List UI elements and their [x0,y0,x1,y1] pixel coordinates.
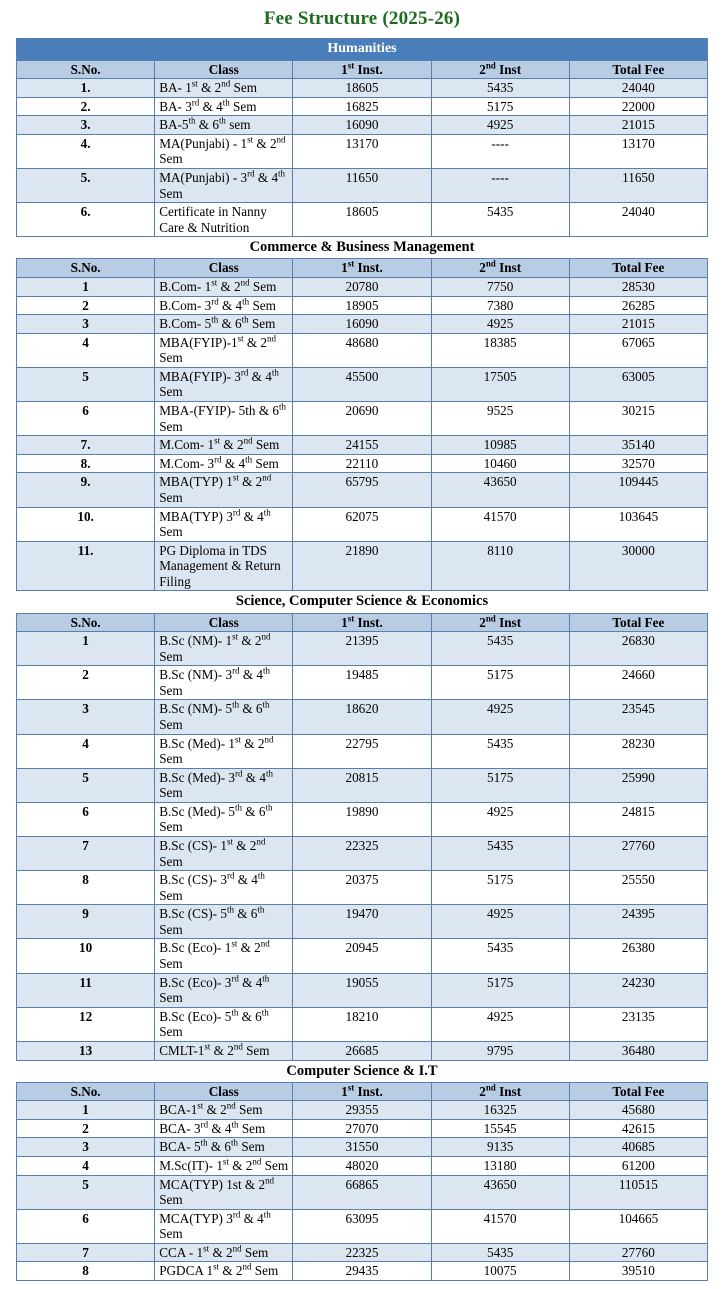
cell-first-installment: 16090 [293,315,431,334]
cell-sno: 10 [17,939,155,973]
cell-class: B.Sc (NM)- 5th & 6th Sem [155,700,293,734]
cell-total-fee: 28230 [569,734,707,768]
cell-class: Certificate in Nanny Care & Nutrition [155,203,293,237]
cell-sno: 4 [17,734,155,768]
cell-first-installment: 19485 [293,666,431,700]
cell-class: B.Sc (Med)- 1st & 2nd Sem [155,734,293,768]
column-header-total-fee: Total Fee [569,259,707,278]
cell-total-fee: 63005 [569,367,707,401]
table-row [17,168,708,202]
cell-first-installment: 20815 [293,768,431,802]
cell-class: MBA-(FYIP)- 5th & 6th Sem [155,402,293,436]
cell-total-fee: 67065 [569,333,707,367]
cell-second-installment: 16325 [431,1101,569,1120]
cell-first-installment: 18905 [293,296,431,315]
column-header-class: Class [155,1082,293,1101]
table-row [17,473,708,507]
cell-second-installment: 5435 [431,837,569,871]
cell-class: BCA- 3rd & 4th Sem [155,1119,293,1138]
table-row [17,367,708,401]
table-row [17,507,708,541]
cell-class: B.Sc (Med)- 5th & 6th Sem [155,802,293,836]
cell-class: B.Sc (Eco)- 3rd & 4th Sem [155,973,293,1007]
cell-first-installment: 65795 [293,473,431,507]
cell-total-fee: 110515 [569,1175,707,1209]
cell-second-installment: 5435 [431,203,569,237]
cell-sno: 6 [17,402,155,436]
cell-second-installment: ---- [431,134,569,168]
table-row [17,79,708,98]
table-row [17,402,708,436]
cell-first-installment: 18605 [293,203,431,237]
cell-total-fee: 26380 [569,939,707,973]
cell-total-fee: 24660 [569,666,707,700]
cell-first-installment: 20690 [293,402,431,436]
cell-total-fee: 23135 [569,1007,707,1041]
section-title: Commerce & Business Management [17,237,708,259]
cell-first-installment: 66865 [293,1175,431,1209]
table-row [17,700,708,734]
cell-second-installment: 4925 [431,315,569,334]
cell-first-installment: 22110 [293,454,431,473]
table-row [17,1007,708,1041]
column-header-second-installment: 2nd Inst [431,60,569,79]
fee-table-body [17,39,708,1281]
cell-first-installment: 21890 [293,541,431,591]
table-row [17,1262,708,1281]
cell-total-fee: 24040 [569,203,707,237]
cell-first-installment: 16090 [293,116,431,135]
section-header-row [17,237,708,259]
table-row [17,802,708,836]
cell-first-installment: 19470 [293,905,431,939]
table-row [17,1101,708,1120]
cell-total-fee: 26285 [569,296,707,315]
cell-class: MA(Punjabi) - 3rd & 4th Sem [155,168,293,202]
table-row [17,1243,708,1262]
section-title: Humanities [17,39,708,61]
cell-class: B.Com- 1st & 2nd Sem [155,277,293,296]
cell-total-fee: 22000 [569,97,707,116]
cell-first-installment: 22325 [293,837,431,871]
cell-second-installment: 17505 [431,367,569,401]
cell-second-installment: 13180 [431,1156,569,1175]
table-row [17,1156,708,1175]
page-title: Fee Structure (2025-26) [263,8,461,29]
cell-second-installment: 10460 [431,454,569,473]
cell-class: M.Com- 1st & 2nd Sem [155,436,293,455]
column-header-total-fee: Total Fee [569,613,707,632]
cell-second-installment: 9525 [431,402,569,436]
cell-sno: 5. [17,168,155,202]
cell-second-installment: 9795 [431,1041,569,1060]
table-row [17,1209,708,1243]
section-title: Science, Computer Science & Economics [17,591,708,613]
table-row [17,905,708,939]
cell-total-fee: 36480 [569,1041,707,1060]
cell-sno: 1 [17,1101,155,1120]
cell-first-installment: 63095 [293,1209,431,1243]
cell-total-fee: 27760 [569,837,707,871]
table-row [17,203,708,237]
cell-sno: 8 [17,871,155,905]
cell-second-installment: 5435 [431,734,569,768]
cell-total-fee: 30000 [569,541,707,591]
cell-first-installment: 31550 [293,1138,431,1157]
cell-sno: 8 [17,1262,155,1281]
cell-total-fee: 109445 [569,473,707,507]
cell-first-installment: 18620 [293,700,431,734]
cell-first-installment: 48020 [293,1156,431,1175]
table-row [17,939,708,973]
cell-sno: 6 [17,1209,155,1243]
column-header-class: Class [155,259,293,278]
cell-second-installment: 5175 [431,871,569,905]
cell-class: B.Sc (NM)- 1st & 2nd Sem [155,632,293,666]
cell-class: BCA- 5th & 6th Sem [155,1138,293,1157]
cell-first-installment: 20780 [293,277,431,296]
column-header-sno: S.No. [17,613,155,632]
table-row [17,541,708,591]
cell-sno: 10. [17,507,155,541]
cell-total-fee: 24040 [569,79,707,98]
cell-second-installment: 18385 [431,333,569,367]
table-row [17,632,708,666]
cell-sno: 3 [17,700,155,734]
cell-total-fee: 39510 [569,1262,707,1281]
cell-first-installment: 18605 [293,79,431,98]
cell-total-fee: 11650 [569,168,707,202]
cell-total-fee: 30215 [569,402,707,436]
cell-total-fee: 61200 [569,1156,707,1175]
cell-total-fee: 24230 [569,973,707,1007]
cell-class: B.Sc (Eco)- 1st & 2nd Sem [155,939,293,973]
cell-second-installment: 10075 [431,1262,569,1281]
section-header-row [17,39,708,61]
cell-sno: 9 [17,905,155,939]
column-header-sno: S.No. [17,60,155,79]
column-header-row [17,60,708,79]
cell-first-installment: 21395 [293,632,431,666]
cell-second-installment: 4925 [431,1007,569,1041]
cell-first-installment: 26685 [293,1041,431,1060]
cell-sno: 12 [17,1007,155,1041]
section-header-row [17,1060,708,1082]
cell-second-installment: 41570 [431,507,569,541]
cell-first-installment: 11650 [293,168,431,202]
table-row [17,436,708,455]
cell-sno: 8. [17,454,155,473]
table-row [17,666,708,700]
column-header-first-installment: 1st Inst. [293,1082,431,1101]
cell-second-installment: 5175 [431,97,569,116]
table-row [17,1119,708,1138]
column-header-first-installment: 1st Inst. [293,613,431,632]
cell-second-installment: 5435 [431,79,569,98]
cell-second-installment: 41570 [431,1209,569,1243]
table-row [17,1138,708,1157]
column-header-second-installment: 2nd Inst [431,613,569,632]
cell-sno: 7. [17,436,155,455]
cell-class: BA-5th & 6th sem [155,116,293,135]
cell-class: PG Diploma in TDS Management & Return Filing [155,541,293,591]
cell-total-fee: 13170 [569,134,707,168]
cell-sno: 7 [17,837,155,871]
column-header-first-installment: 1st Inst. [293,259,431,278]
cell-second-installment: 5175 [431,666,569,700]
cell-second-installment: 15545 [431,1119,569,1138]
cell-first-installment: 22325 [293,1243,431,1262]
cell-sno: 3. [17,116,155,135]
cell-second-installment: 5175 [431,973,569,1007]
cell-second-installment: 5435 [431,1243,569,1262]
cell-class: B.Sc (Eco)- 5th & 6th Sem [155,1007,293,1041]
cell-first-installment: 62075 [293,507,431,541]
cell-class: B.Sc (CS)- 5th & 6th Sem [155,905,293,939]
cell-sno: 11 [17,973,155,1007]
cell-total-fee: 32570 [569,454,707,473]
cell-second-installment: 7750 [431,277,569,296]
cell-total-fee: 35140 [569,436,707,455]
cell-first-installment: 45500 [293,367,431,401]
cell-second-installment: ---- [431,168,569,202]
cell-sno: 1 [17,277,155,296]
column-header-total-fee: Total Fee [569,1082,707,1101]
cell-class: B.Sc (NM)- 3rd & 4th Sem [155,666,293,700]
cell-sno: 2. [17,97,155,116]
cell-class: MBA(TYP) 3rd & 4th Sem [155,507,293,541]
cell-first-installment: 22795 [293,734,431,768]
cell-class: MCA(TYP) 1st & 2nd Sem [155,1175,293,1209]
cell-second-installment: 10985 [431,436,569,455]
cell-class: MCA(TYP) 3rd & 4th Sem [155,1209,293,1243]
cell-second-installment: 8110 [431,541,569,591]
cell-second-installment: 5435 [431,939,569,973]
section-header-row [17,591,708,613]
cell-sno: 1. [17,79,155,98]
cell-class: MBA(FYIP)- 3rd & 4th Sem [155,367,293,401]
cell-class: CMLT-1st & 2nd Sem [155,1041,293,1060]
cell-second-installment: 43650 [431,473,569,507]
cell-second-installment: 4925 [431,116,569,135]
cell-class: B.Sc (Med)- 3rd & 4th Sem [155,768,293,802]
cell-sno: 4 [17,333,155,367]
column-header-class: Class [155,613,293,632]
table-row [17,454,708,473]
table-row [17,134,708,168]
cell-sno: 11. [17,541,155,591]
cell-class: B.Sc (CS)- 3rd & 4th Sem [155,871,293,905]
column-header-sno: S.No. [17,259,155,278]
cell-total-fee: 21015 [569,315,707,334]
cell-total-fee: 27760 [569,1243,707,1262]
cell-sno: 2 [17,296,155,315]
cell-class: B.Com- 3rd & 4th Sem [155,296,293,315]
cell-total-fee: 24815 [569,802,707,836]
cell-sno: 2 [17,1119,155,1138]
table-row [17,973,708,1007]
cell-first-installment: 18210 [293,1007,431,1041]
cell-second-installment: 4925 [431,802,569,836]
cell-second-installment: 4925 [431,905,569,939]
cell-sno: 9. [17,473,155,507]
table-row [17,277,708,296]
cell-first-installment: 20375 [293,871,431,905]
cell-first-installment: 19055 [293,973,431,1007]
cell-class: BA- 3rd & 4th Sem [155,97,293,116]
cell-sno: 3 [17,315,155,334]
cell-total-fee: 25990 [569,768,707,802]
cell-second-installment: 9135 [431,1138,569,1157]
cell-second-installment: 5435 [431,632,569,666]
cell-first-installment: 13170 [293,134,431,168]
cell-total-fee: 23545 [569,700,707,734]
column-header-row [17,1082,708,1101]
table-row [17,296,708,315]
table-row [17,1041,708,1060]
cell-class: PGDCA 1st & 2nd Sem [155,1262,293,1281]
column-header-total-fee: Total Fee [569,60,707,79]
table-row [17,768,708,802]
cell-class: MBA(TYP) 1st & 2nd Sem [155,473,293,507]
cell-total-fee: 40685 [569,1138,707,1157]
cell-second-installment: 43650 [431,1175,569,1209]
cell-total-fee: 21015 [569,116,707,135]
cell-sno: 5 [17,367,155,401]
cell-class: MA(Punjabi) - 1st & 2nd Sem [155,134,293,168]
cell-second-installment: 5175 [431,768,569,802]
cell-first-installment: 27070 [293,1119,431,1138]
column-header-row [17,259,708,278]
cell-first-installment: 20945 [293,939,431,973]
cell-class: B.Com- 5th & 6th Sem [155,315,293,334]
column-header-second-installment: 2nd Inst [431,1082,569,1101]
table-row [17,837,708,871]
cell-sno: 4. [17,134,155,168]
table-row [17,315,708,334]
cell-class: M.Sc(IT)- 1st & 2nd Sem [155,1156,293,1175]
column-header-second-installment: 2nd Inst [431,259,569,278]
cell-total-fee: 25550 [569,871,707,905]
cell-class: CCA - 1st & 2nd Sem [155,1243,293,1262]
cell-first-installment: 24155 [293,436,431,455]
cell-class: B.Sc (CS)- 1st & 2nd Sem [155,837,293,871]
cell-total-fee: 45680 [569,1101,707,1120]
cell-first-installment: 48680 [293,333,431,367]
cell-class: MBA(FYIP)-1st & 2nd Sem [155,333,293,367]
cell-sno: 2 [17,666,155,700]
cell-total-fee: 42615 [569,1119,707,1138]
cell-total-fee: 28530 [569,277,707,296]
fee-structure-table [16,38,708,1281]
cell-sno: 7 [17,1243,155,1262]
cell-sno: 1 [17,632,155,666]
cell-first-installment: 29435 [293,1262,431,1281]
cell-first-installment: 29355 [293,1101,431,1120]
cell-total-fee: 26830 [569,632,707,666]
cell-total-fee: 104665 [569,1209,707,1243]
cell-class: M.Com- 3rd & 4th Sem [155,454,293,473]
cell-sno: 4 [17,1156,155,1175]
table-row [17,116,708,135]
cell-sno: 3 [17,1138,155,1157]
column-header-row [17,613,708,632]
cell-total-fee: 103645 [569,507,707,541]
column-header-first-installment: 1st Inst. [293,60,431,79]
column-header-class: Class [155,60,293,79]
cell-sno: 5 [17,1175,155,1209]
cell-sno: 6. [17,203,155,237]
cell-sno: 13 [17,1041,155,1060]
column-header-sno: S.No. [17,1082,155,1101]
table-row [17,734,708,768]
cell-first-installment: 19890 [293,802,431,836]
cell-sno: 6 [17,802,155,836]
cell-second-installment: 4925 [431,700,569,734]
cell-second-installment: 7380 [431,296,569,315]
table-row [17,333,708,367]
cell-sno: 5 [17,768,155,802]
table-row [17,97,708,116]
cell-class: BCA-1st & 2nd Sem [155,1101,293,1120]
table-row [17,1175,708,1209]
cell-class: BA- 1st & 2nd Sem [155,79,293,98]
section-title: Computer Science & I.T [17,1060,708,1082]
cell-first-installment: 16825 [293,97,431,116]
cell-total-fee: 24395 [569,905,707,939]
